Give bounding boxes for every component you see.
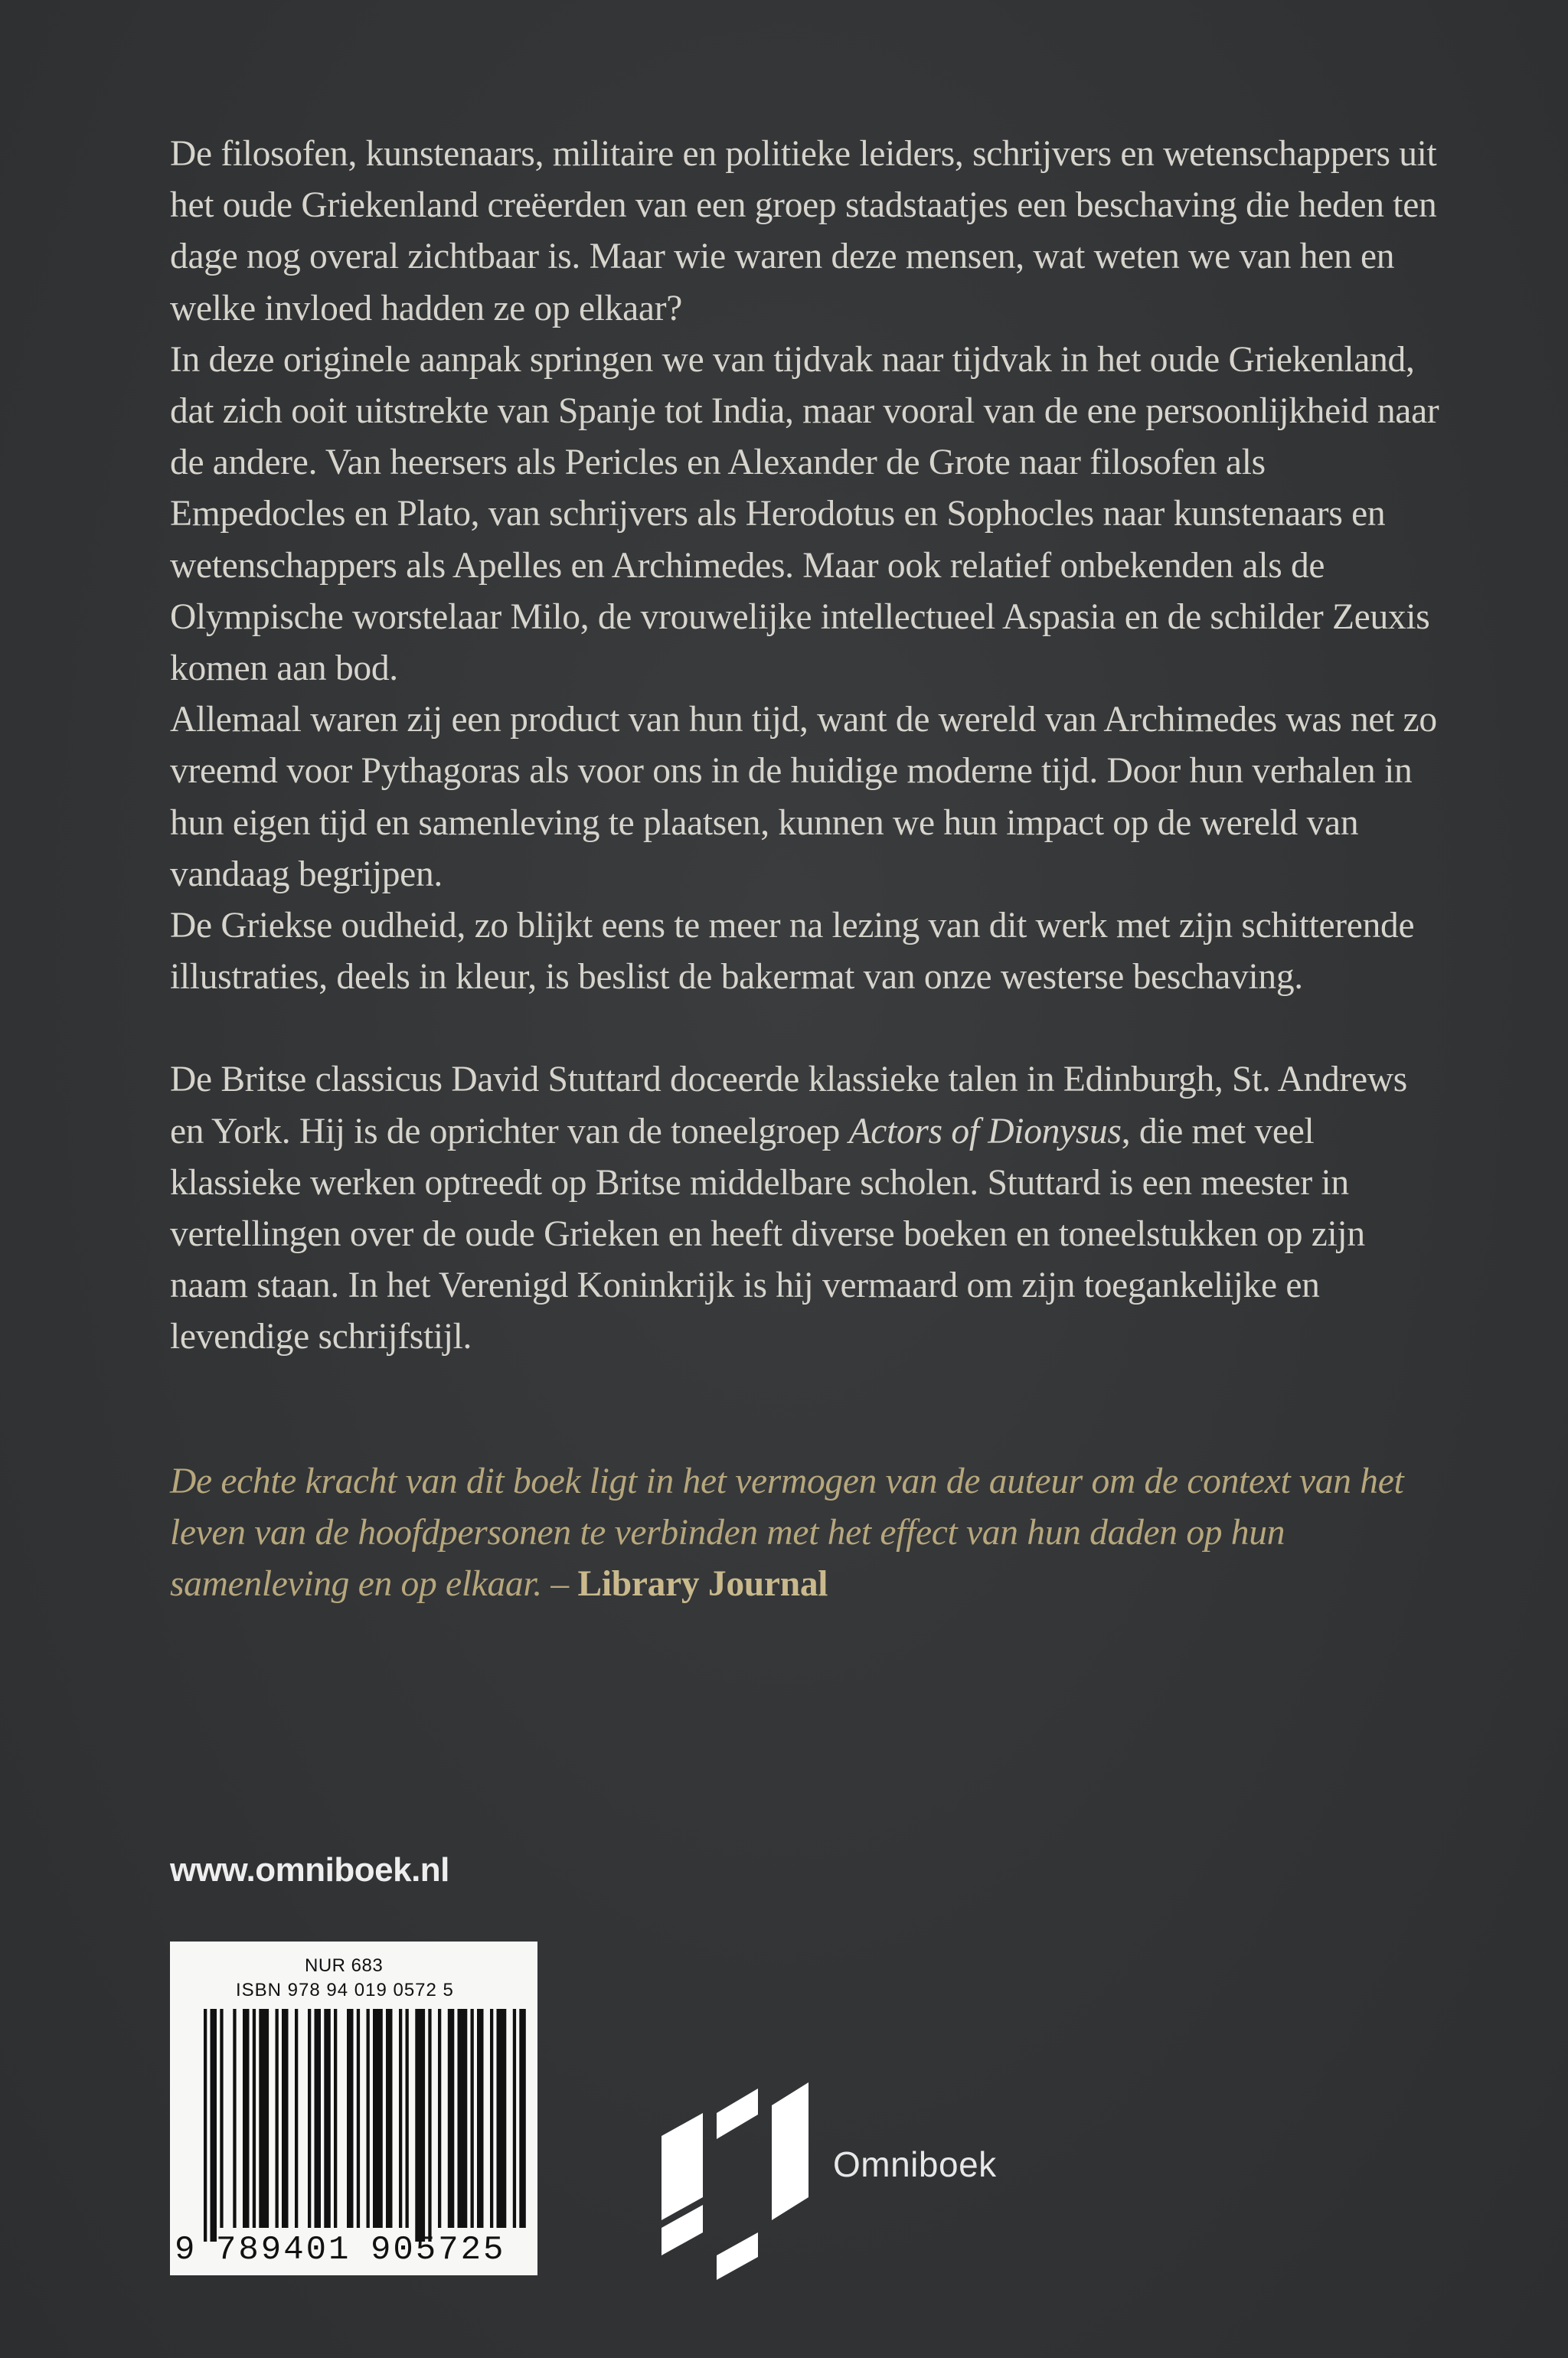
- barcode-bar: [315, 2009, 322, 2228]
- barcode-digits: [170, 2231, 537, 2268]
- omniboek-logo-icon: [658, 2082, 812, 2281]
- barcode-bar: [243, 2009, 250, 2228]
- barcode-bar: [253, 2009, 256, 2228]
- barcode-bar: [415, 2009, 425, 2242]
- barcode-bar: [204, 2009, 207, 2242]
- publisher-website: www.omniboek.nl: [170, 1851, 449, 1889]
- barcode-bar: [220, 2009, 223, 2228]
- barcode-bar: [497, 2009, 507, 2228]
- barcode-bar: [324, 2009, 331, 2228]
- barcode-digits-right: 905725: [371, 2231, 506, 2269]
- barcode-bar: [399, 2009, 402, 2228]
- barcode-bar: [386, 2009, 393, 2228]
- barcode-digit-first: 9: [175, 2231, 198, 2269]
- barcode-bar: [334, 2009, 337, 2228]
- barcode-bar: [276, 2009, 279, 2228]
- author-bio-text-start: De Britse classicus David Stuttard doceerde klassieke talen in Edinburgh, St. Andrews en York. Hij is de oprichter van de toneelgroep: [170, 1060, 1407, 1151]
- review-quote-source: Library Journal: [577, 1564, 828, 1605]
- barcode-bar: [490, 2009, 493, 2228]
- barcode-bar: [513, 2009, 516, 2228]
- barcode-bar: [282, 2009, 289, 2228]
- barcode-bar: [448, 2009, 455, 2228]
- review-quote-text: De echte kracht van dit boek ligt in het vermogen van de auteur om de context van het leven van de hoofdpersonen te verbinden met het effect van hun daden op hun samenleving en op elkaar.: [170, 1462, 1404, 1605]
- barcode-bar: [438, 2009, 441, 2228]
- review-quote: [170, 1456, 1441, 1611]
- author-bio: [170, 1054, 1441, 1363]
- blurb-paragraph-1: De filosofen, kunstenaars, militaire en politieke leiders, schrijvers en wetenschappers uit het oude Griekenland creëerden van een groep stadstaatjes een beschaving die heden ten dage nog overal zichtbaar is. Maar wie waren deze mensen, wat weten we van hen en welke invloed hadden ze op elkaar?: [170, 134, 1437, 328]
- barcode-bar: [259, 2009, 269, 2228]
- author-bio-text-end: , die met veel klassieke werken optreedt op Britse middelbare scholen. Stuttard is een meester in vertellingen over de oude Grieken en heeft diverse boeken en toneelstukken op zijn naam staan. In het Verenigd Koninkrijk is hij vermaard om zijn toegankelijke en levendige schrijfstijl.: [170, 1111, 1365, 1357]
- barcode-bar: [519, 2009, 526, 2228]
- barcode-bar: [477, 2009, 484, 2228]
- isbn-barcode: [170, 1942, 537, 2275]
- nur-code: NUR 683: [305, 1955, 384, 1976]
- barcode-bar: [211, 2009, 217, 2242]
- barcode-bar: [295, 2009, 298, 2228]
- theatre-group-name: Actors of Dionysus: [848, 1111, 1122, 1151]
- barcode-bar: [406, 2009, 409, 2228]
- barcode-bar: [458, 2009, 468, 2228]
- barcode-bar: [347, 2009, 354, 2228]
- review-quote-dash: –: [541, 1564, 578, 1605]
- barcode-bar: [367, 2009, 370, 2228]
- blurb-paragraph-3: Allemaal waren zij een product van hun tijd, want de wereld van Archimedes was net zo vreemd voor Pythagoras als voor ons in de huidige moderne tijd. Door hun verhalen in hun eigen tijd en samenleving te plaatsen, kunnen we hun impact op de wereld van vandaag begrijpen.: [170, 700, 1437, 894]
- barcode-bar: [373, 2009, 383, 2228]
- barcode-digits-left: 789401: [216, 2231, 351, 2269]
- isbn-number: ISBN 978 94 019 0572 5: [236, 1980, 454, 2000]
- barcode-bar: [471, 2009, 474, 2228]
- barcode-bar: [308, 2009, 311, 2228]
- blurb-paragraph-2: In deze originele aanpak springen we van tijdvak naar tijdvak in het oude Griekenland, dat zich ooit uitstrekte van Spanje tot India, maar vooral van de ene persoonlijkheid naar de andere. Van heersers als Pericles en Alexander de Grote naar filosofen als Empedocles en Plato, van schrijvers als Herodotus en Sophocles naar kunstenaars en wetenschappers als Apelles en Archimedes. Maar ook relatief onbekenden als de Olympische worstelaar Milo, de vrouwelijke intellectueel Aspasia en de schilder Zeuxis komen aan bod.: [170, 339, 1439, 689]
- blurb-paragraph-4: De Griekse oudheid, zo blijkt eens te meer na lezing van dit werk met zijn schitterende illustraties, deels in kleur, is beslist de bakermat van onze westerse beschaving.: [170, 906, 1415, 998]
- barcode-bar: [428, 2009, 431, 2242]
- publisher-name: Omniboek: [833, 2144, 997, 2184]
- blurb-text: [170, 129, 1441, 1364]
- barcode-bar: [357, 2009, 360, 2228]
- barcode-bars: [170, 1942, 537, 2275]
- barcode-bar: [233, 2009, 236, 2228]
